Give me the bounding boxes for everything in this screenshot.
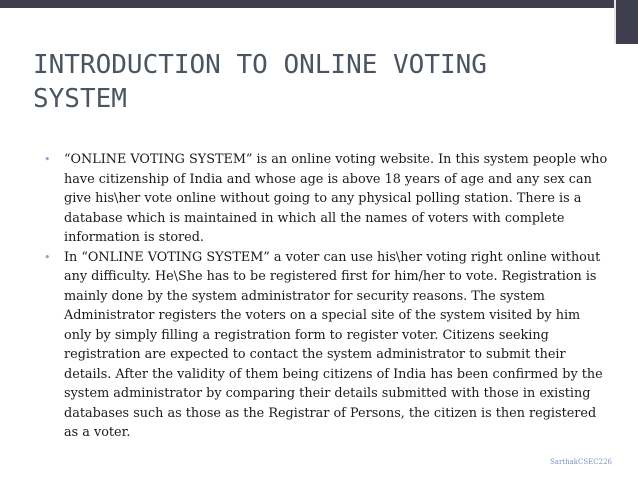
- top-accent-bar: [0, 0, 638, 8]
- slide-footer: SarthakCSEC226: [549, 458, 612, 466]
- slide-title: INTRODUCTION TO ONLINE VOTING SYSTEM: [33, 50, 487, 114]
- corner-tab: [616, 0, 638, 44]
- bullet-marker-icon: •: [44, 153, 51, 166]
- bullet-item-1: [40, 150, 610, 248]
- bullet-marker-icon: •: [44, 250, 51, 264]
- bullet-list: [40, 150, 610, 443]
- bullet-item-2: [40, 248, 610, 443]
- bullet-text-2: In “ONLINE VOTING SYSTEM” a voter can use his\her voting right online without any difficulty. He\She has to be registered first for him/her to vote. Registration is mainly done by the system administrator for security reasons. The system Administrator registers the voters on a special site of the system visited by him only by simply filling a registration form to register voter. Citizens seeking registration are expected to contact the system administrator to submit their details. After the validity of them being citizens of India has been confirmed by the system administrator by comparing their details submitted with those in existing databases such as those as the Registrar of Persons, the citizen is then registered as a voter.: [64, 249, 603, 440]
- bullet-text-1: “ONLINE VOTING SYSTEM” is an online voting website. In this system people who have citizenship of India and whose age is above 18 years of age and any sex can give his\her vote online without going to any physical polling station. There is a database which is maintained in which all the names of voters with complete information is stored.: [64, 152, 608, 245]
